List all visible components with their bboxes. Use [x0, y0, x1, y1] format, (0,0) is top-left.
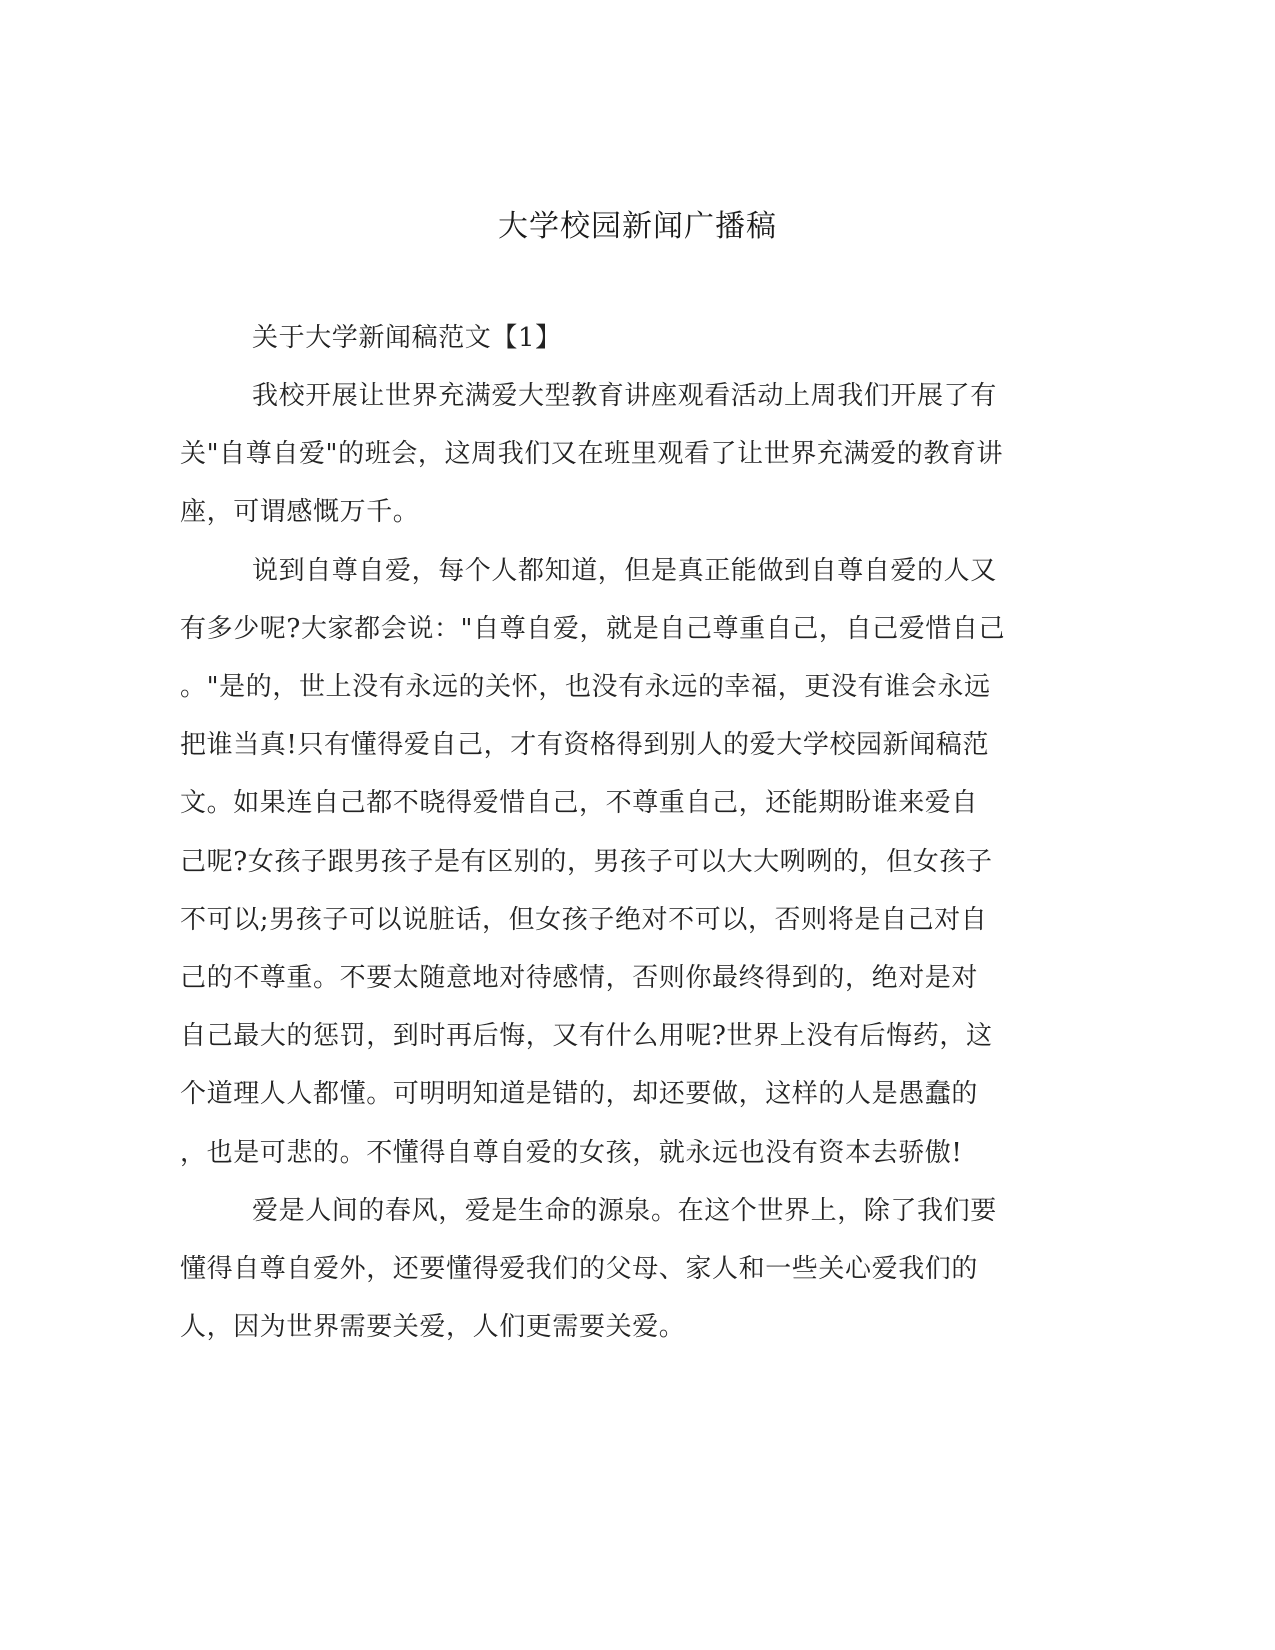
body-line: 懂得自尊自爱外，还要懂得爱我们的父母、家人和一些关心爱我们的 [180, 1254, 979, 1284]
body-line: 个道理人人都懂。可明明知道是错的，却还要做，这样的人是愚蠢的 [180, 1079, 979, 1109]
body-line: 己的不尊重。不要太随意地对待感情，否则你最终得到的，绝对是对 [180, 963, 979, 993]
body-line: 。"是的，世上没有永远的关怀，也没有永远的幸福，更没有谁会永远 [180, 672, 991, 702]
body-line: 自己最大的惩罚，到时再后悔，又有什么用呢?世界上没有后悔药，这 [180, 1021, 993, 1051]
body-line: 文。如果连自己都不晓得爱惜自己，不尊重自己，还能期盼谁来爱自 [180, 788, 979, 818]
body-line: 我校开展让世界充满爱大型教育讲座观看活动上周我们开展了有 [252, 381, 997, 411]
body-line: ，也是可悲的。不懂得自尊自爱的女孩，就永远也没有资本去骄傲! [180, 1138, 963, 1168]
body-line: 不可以;男孩子可以说脏话，但女孩子绝对不可以，否则将是自己对自 [180, 905, 988, 935]
body-line: 说到自尊自爱，每个人都知道，但是真正能做到自尊自爱的人又 [252, 556, 997, 586]
section-heading: 关于大学新闻稿范文【1】 [252, 323, 562, 353]
document-title: 大学校园新闻广播稿 [498, 209, 777, 244]
body-line: 人，因为世界需要关爱，人们更需要关爱。 [180, 1312, 686, 1342]
body-line: 座，可谓感慨万千。 [180, 497, 420, 527]
body-line: 把谁当真!只有懂得爱自己，才有资格得到别人的爱大学校园新闻稿范 [180, 730, 990, 760]
body-line: 爱是人间的春风，爱是生命的源泉。在这个世界上，除了我们要 [252, 1196, 997, 1226]
body-line: 有多少呢?大家都会说："自尊自爱，就是自己尊重自己，自己爱惜自己 [180, 614, 1006, 644]
body-line: 己呢?女孩子跟男孩子是有区别的，男孩子可以大大咧咧的，但女孩子 [180, 847, 993, 877]
body-line: 关"自尊自爱"的班会，这周我们又在班里观看了让世界充满爱的教育讲 [180, 439, 1004, 469]
